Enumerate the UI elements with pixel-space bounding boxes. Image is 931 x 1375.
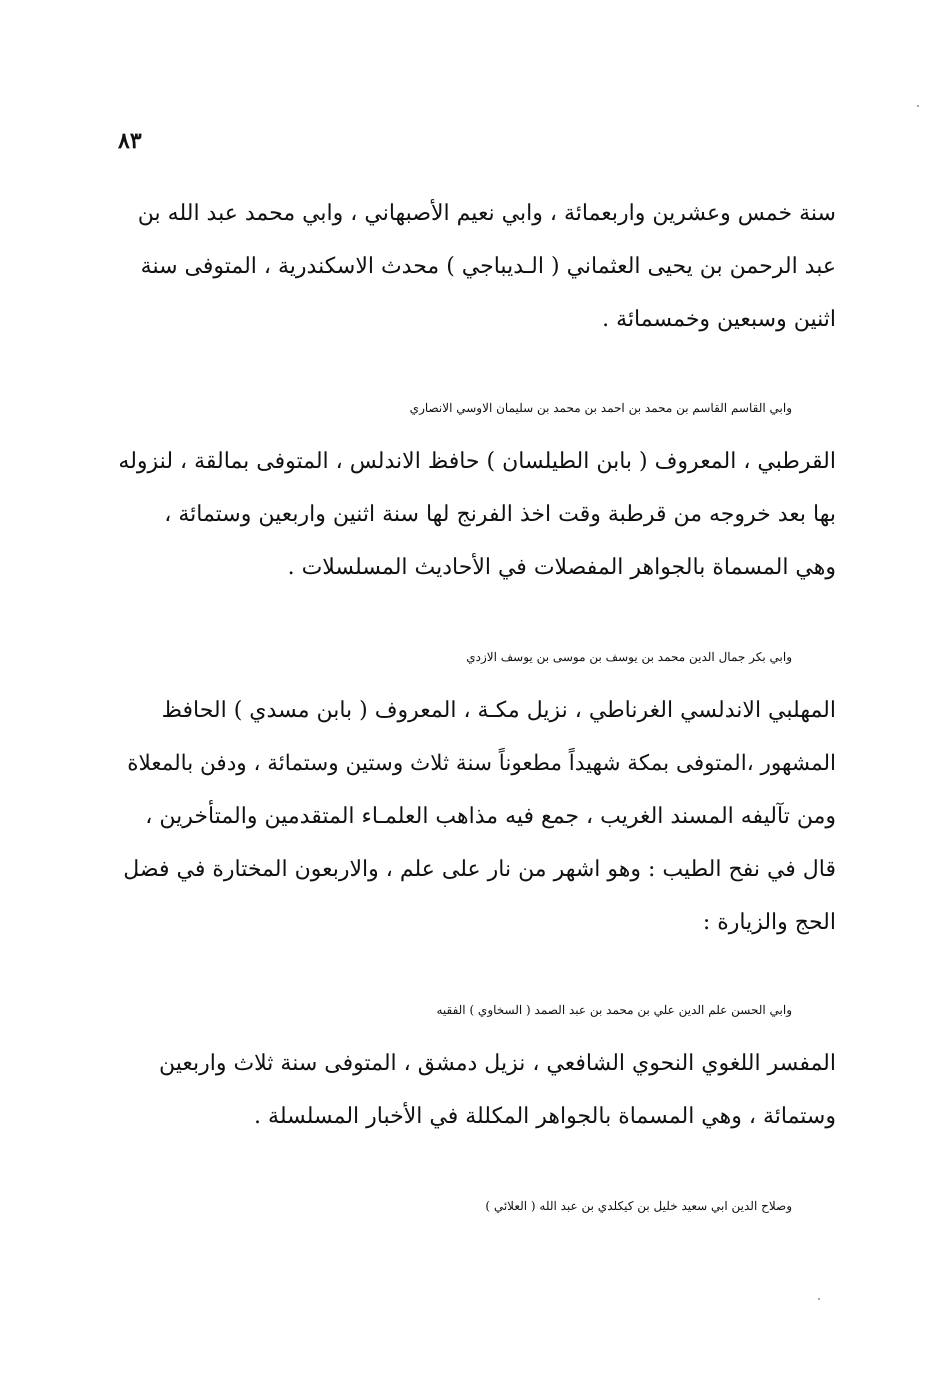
page-number: ٨٣: [118, 128, 142, 154]
text-line: وابي الحسن علم الدين علي بن محمد بن عبد الصمد ( السخاوي ) الفقيه: [436, 1003, 792, 1017]
text-line: ومن تآليفه المسند الغريب ، جمع فيه مذاهب العلمـاء المتقدمين والمتأخرين ،: [145, 804, 836, 829]
text-line: وهي المسماة بالجواهر المفصلات في الأحاديث المسلسلات .: [287, 555, 836, 580]
text-line: المشهور ،المتوفى بمكة شهيداً مطعوناً سنة ثلاث وستين وستمائة ، ودفن بالمعلاة: [127, 751, 836, 776]
paragraph-1: [112, 187, 836, 346]
paragraph-3: [112, 631, 836, 949]
scan-speck: [917, 105, 919, 107]
text-line: وابي القاسم القاسم بن محمد بن احمد بن محمد بن سليمان الاوسي الانصاري: [409, 401, 792, 415]
text-line: المهلبي الاندلسي الغرناطي ، نزيل مكـة ، المعروف ( بابن مسدي ) الحافظ: [161, 698, 836, 723]
paragraph-5: [112, 1180, 836, 1233]
text-line: اثنين وسبعين وخمسمائة .: [602, 307, 836, 332]
text-line: الحج والزيارة :: [702, 910, 836, 935]
paragraph-2: [112, 382, 836, 594]
text-line: القرطبي ، المعروف ( بابن الطيلسان ) حافظ الاندلس ، المتوفى بمالقة ، لنزوله: [118, 449, 836, 474]
text-line: وصلاح الدين ابي سعيد خليل بن كيكلدي بن عبد الله ( العلائي ): [485, 1199, 792, 1213]
text-line: وستمائة ، وهي المسماة بالجواهر المكللة في الأخبار المسلسلة .: [254, 1104, 836, 1129]
text-line: عبد الرحمن بن يحيى العثماني ( الـديباجي ) محدث الاسكندرية ، المتوفى سنة: [140, 254, 836, 279]
text-line: سنة خمس وعشرين واربعمائة ، وابي نعيم الأصبهاني ، وابي محمد عبد الله بن: [137, 201, 836, 226]
scan-speck: [818, 1298, 820, 1300]
text-line: بها بعد خروجه من قرطبة وقت اخذ الفرنج لها سنة اثنين واربعين وستمائة ،: [164, 502, 836, 527]
text-line: المفسر اللغوي النحوي الشافعي ، نزيل دمشق ، المتوفى سنة ثلاث واربعين: [158, 1051, 836, 1076]
text-line: قال في نفح الطيب : وهو اشهر من نار على علم ، والاربعون المختارة في فضل: [123, 857, 836, 882]
paragraph-4: [112, 984, 836, 1143]
text-line: وابي بكر جمال الدين محمد بن يوسف بن موسى بن يوسف الازدي: [466, 650, 792, 664]
